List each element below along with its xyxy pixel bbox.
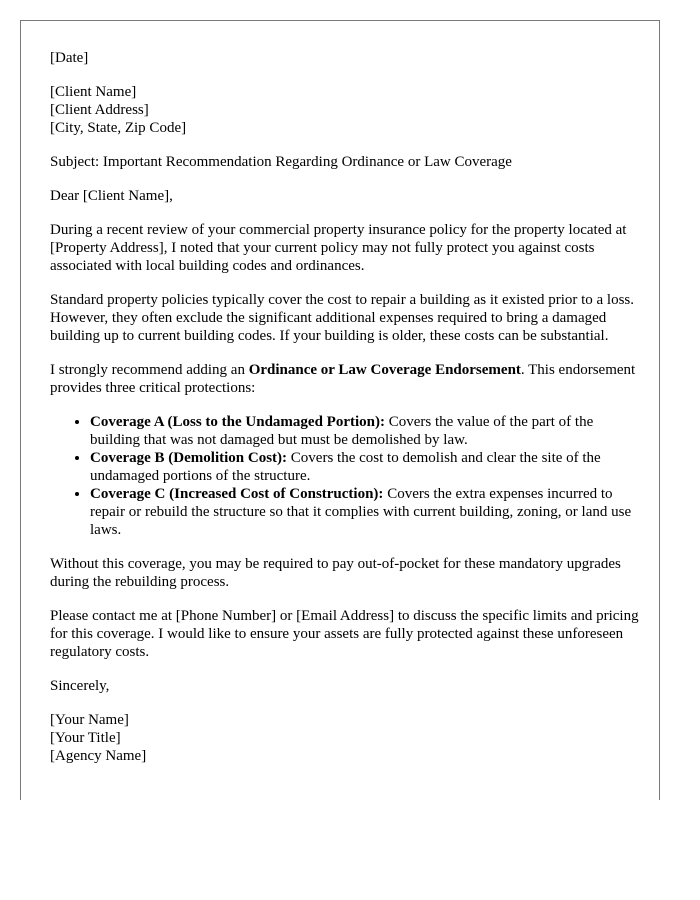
list-item-coverage-c xyxy=(90,485,640,539)
sender-agency: [Agency Name] xyxy=(50,748,147,764)
paragraph-without-coverage: Without this coverage, you may be required to pay out-of-pocket for these mandatory upgrades during the rebuilding process. xyxy=(50,556,621,590)
endorsement-name: Ordinance or Law Coverage Endorsement xyxy=(248,362,521,378)
coverage-title: Coverage B (Demolition Cost): xyxy=(90,450,288,466)
closing: Sincerely, xyxy=(50,678,110,694)
sender-name: [Your Name] xyxy=(50,712,129,728)
coverage-list xyxy=(50,413,640,539)
sender-block xyxy=(50,711,640,765)
paragraph-contact: Please contact me at [Phone Number] or [Email Address] to discuss the specific limits and pricing for this coverage. I would like to ensure your assets are fully protected against these unforeseen regulatory costs. xyxy=(50,608,639,660)
list-item-coverage-b xyxy=(90,449,640,485)
letter-body xyxy=(50,49,640,781)
coverage-description: Covers the extra expenses incurred to repair or rebuild the structure so that it complies with current building, zoning, or land use laws. xyxy=(90,486,632,538)
sender-title: [Your Title] xyxy=(50,730,121,746)
coverage-description: Covers the cost to demolish and clear the site of the undamaged portions of the structure. xyxy=(90,450,601,484)
paragraph-policy-review: During a recent review of your commercial property insurance policy for the property located at [Property Address], I noted that your current policy may not fully protect you against costs associated with local building codes and ordinances. xyxy=(50,222,627,274)
letter-date: [Date] xyxy=(50,50,89,66)
coverage-title: Coverage A (Loss to the Undamaged Portion): xyxy=(90,414,385,430)
letter-page xyxy=(20,20,660,800)
recommendation-text-after: . This endorsement provides three critical protections: xyxy=(50,362,636,396)
list-item-coverage-a xyxy=(90,413,640,449)
recipient-name: [Client Name] xyxy=(50,84,137,100)
subject-line: Subject: Important Recommendation Regarding Ordinance or Law Coverage xyxy=(50,154,512,170)
paragraph-standard-policies: Standard property policies typically cover the cost to repair a building as it existed prior to a loss. However, they often exclude the significant additional expenses required to bring a damaged building up to current building codes. If your building is older, these costs can be substantial. xyxy=(50,292,635,344)
coverage-title: Coverage C (Increased Cost of Construction): xyxy=(90,486,384,502)
salutation: Dear [Client Name], xyxy=(50,188,173,204)
recommendation-text-before: I strongly recommend adding an xyxy=(50,362,249,378)
recipient-address: [Client Address] xyxy=(50,102,149,118)
recipient-city-state-zip: [City, State, Zip Code] xyxy=(50,120,187,136)
recipient-block xyxy=(50,83,640,137)
coverage-description: Covers the value of the part of the building that was not damaged but must be demolished by law. xyxy=(90,414,594,448)
paragraph-recommendation xyxy=(50,361,640,397)
